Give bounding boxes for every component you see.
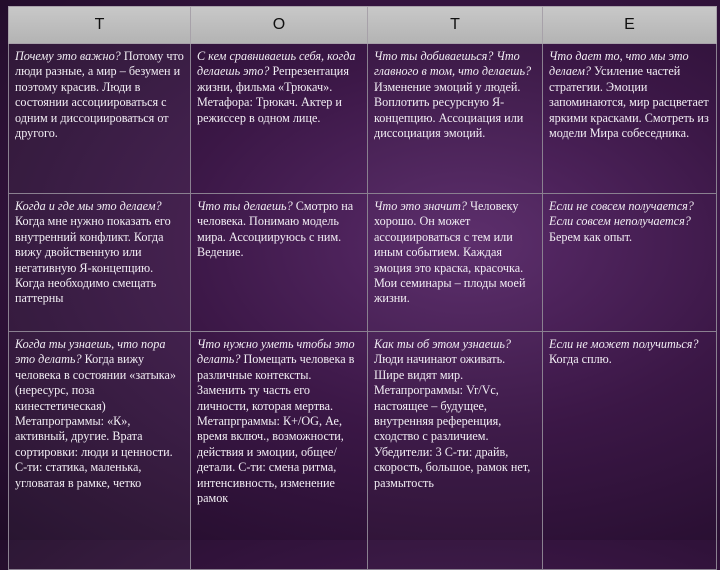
cell-question: Что ты делаешь? bbox=[197, 199, 293, 213]
cell-answer: Изменение эмоций у людей. Воплотить ресурсную Я-концепцию. Ассоциация или диссоциация эмоций. bbox=[374, 79, 524, 141]
cell-question: Если не совсем получается? Если совсем неполучается? bbox=[549, 199, 694, 229]
table-cell bbox=[368, 44, 543, 194]
table-row bbox=[9, 332, 717, 570]
table-cell bbox=[9, 44, 191, 194]
table-cell bbox=[9, 332, 191, 570]
cell-question: Что дает то, что мы это делаем? bbox=[549, 49, 689, 79]
strategy-table bbox=[8, 6, 717, 570]
cell-question: Что нужно уметь чтобы это делать? bbox=[197, 337, 355, 367]
cell-question: Когда и где мы это делаем? bbox=[15, 199, 162, 213]
cell-answer: Берем как опыт. bbox=[549, 229, 633, 244]
table-header bbox=[9, 7, 717, 44]
cell-answer: Когда сплю. bbox=[549, 352, 612, 367]
table-cell bbox=[543, 332, 717, 570]
cell-question: Почему это важно? bbox=[15, 49, 121, 63]
cell-answer: Помещать человека в различные контексты. Заменить ту часть его личности, которая мертва. Метапрграммы: К+/ОG, Ае, время включ., возможности, действия и эмоции, общее/детали. С-ти: смена ритма, интенсивность, изменение рамок bbox=[197, 352, 355, 506]
header-cell-e: E bbox=[543, 7, 717, 44]
header-cell-t2: T bbox=[368, 7, 543, 44]
cell-question: Когда ты узнаешь, что пора это делать? bbox=[15, 337, 166, 367]
cell-question: Как ты об этом узнаешь? bbox=[374, 337, 512, 351]
table-cell bbox=[191, 332, 368, 570]
cell-answer: Репрезентация жизни, фильма «Трюкач». Метафора: Трюкач. Актер и режиссер в одном лице. bbox=[197, 64, 349, 125]
cell-question: Что это значит? bbox=[374, 199, 468, 213]
cell-answer: Потому что люди разные, а мир – безумен и поэтому красив. Люди в состоянии ассоциироваться с одним и диссоциироваться от другого. bbox=[15, 49, 184, 141]
table-row bbox=[9, 194, 717, 332]
table-row bbox=[9, 44, 717, 194]
table-cell bbox=[191, 194, 368, 332]
cell-answer: Усиление частей стратегии. Эмоции запоминаются, мир расцветает яркими красками. Смотреть из модели Мира собеседника. bbox=[549, 64, 709, 141]
cell-question: Если не может получиться? bbox=[549, 337, 699, 351]
table-cell bbox=[543, 194, 717, 332]
table-cell bbox=[368, 332, 543, 570]
header-row bbox=[9, 7, 717, 44]
header-cell-o: O bbox=[191, 7, 368, 44]
cell-answer: Когда мне нужно показать его внутренний конфликт. Когда вижу двойственную или негативную Я-концепцию. Когда необходимо смещать паттерны bbox=[15, 214, 171, 306]
cell-answer: Люди начинают оживать. Шире видят мир. Метапрограммы: Vr/Vc, настоящее – будущее, внутренняя референция, сходство с различием. Убедители: 3 С-ти: драйв, скорость, большое, рамок нет, размытость bbox=[374, 352, 531, 490]
cell-answer: Смотрю на человека. Понимаю модель мира. Ассоциируюсь с ним. Ведение. bbox=[197, 199, 354, 260]
cell-answer: Человеку хорошо. Он может ассоциироваться с тем или иным событием. Каждая эмоция это краска, красочка. Мои семинары – плоды моей жизни. bbox=[374, 199, 526, 306]
cell-question: С кем сравниваешь себя, когда делаешь это? bbox=[197, 49, 356, 79]
cell-answer: Когда вижу человека в состоянии «затыка» (нересурс, поза кинестетическая) Метапрограммы: «К», активный, другие. Врата сортировки: люди и ценности. С-ти: статика, маленька, угловатая в рамке, четко bbox=[15, 352, 177, 490]
table-cell bbox=[191, 44, 368, 194]
table-cell bbox=[543, 44, 717, 194]
cell-question: Что ты добиваешься? Что главного в том, что делаешь? bbox=[374, 49, 532, 79]
header-cell-t1: T bbox=[9, 7, 191, 44]
table-cell bbox=[368, 194, 543, 332]
table-cell bbox=[9, 194, 191, 332]
